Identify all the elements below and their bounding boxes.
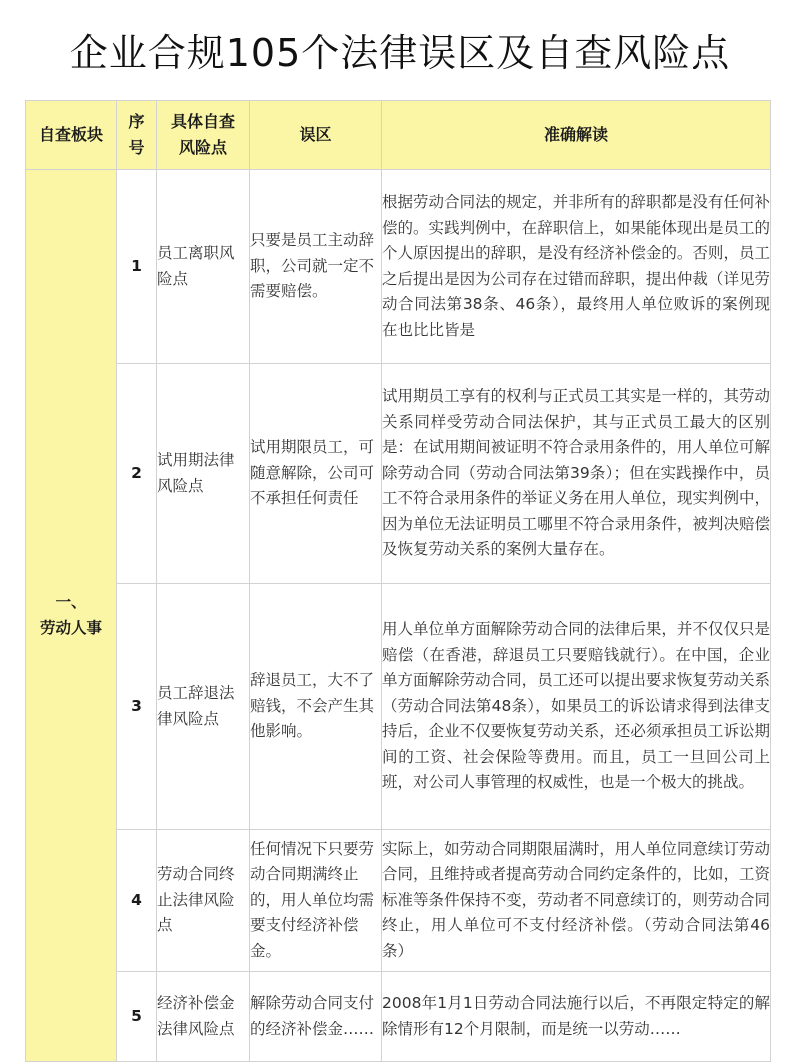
header-section: 自查板块 (26, 101, 117, 170)
explanation-text: 实际上，如劳动合同期限届满时，用人单位同意续订劳动合同，且维持或者提高劳动合同约定条件的，比如，工资标准等条件保持不变，劳动者不同意续订的，则劳动合同终止，用人单位可不支付经济补偿。（劳动合同法第46条） (382, 830, 771, 972)
page-title: 企业合规105个法律误区及自查风险点 (69, 31, 731, 75)
row-number: 4 (117, 830, 157, 972)
explanation-text: 2008年1月1日劳动合同法施行以后，不再限定特定的解除情形有12个月限制，而是统一以劳动…… (382, 972, 771, 1062)
myth-text: 试用期限员工，可随意解除，公司可不承担任何责任 (250, 364, 382, 584)
explanation-text: 试用期员工享有的权利与正式员工其实是一样的，其劳动关系同样受劳动合同法保护，其与正式员工最大的区别是：在试用期间被证明不符合录用条件的，用人单位可解除劳动合同（劳动合同法第39条）；但在实践操作中，员工不符合录用条件的举证义务在用人单位，现实判例中，因为单位无法证明员工哪里不符合录用条件，被判决赔偿及恢复劳动关系的案例大量存在。 (382, 364, 771, 584)
section-label: 一、 劳动人事 (26, 170, 117, 1062)
table-row (26, 584, 771, 830)
header-explanation: 准确解读 (382, 101, 771, 170)
explanation-text: 用人单位单方面解除劳动合同的法律后果，并不仅仅只是赔偿（在香港，辞退员工只要赔钱就行）。在中国，企业单方面解除劳动合同，员工还可以提出要求恢复劳动关系（劳动合同法第48条），如果员工的诉讼请求得到法律支持后，企业不仅要恢复劳动关系，还必须承担员工诉讼期间的工资、社会保险等费用。而且，员工一旦回公司上班，对公司人事管理的权威性，也是一个极大的挑战。 (382, 584, 771, 830)
table-header-row (26, 101, 771, 170)
row-number: 3 (117, 584, 157, 830)
header-risk: 具体自查风险点 (157, 101, 250, 170)
myth-text: 解除劳动合同支付的经济补偿金…… (250, 972, 382, 1062)
myth-text: 任何情况下只要劳动合同期满终止的，用人单位均需要支付经济补偿金。 (250, 830, 382, 972)
risk-point: 试用期法律风险点 (157, 364, 250, 584)
table-row (26, 364, 771, 584)
row-number: 2 (117, 364, 157, 584)
row-number: 5 (117, 972, 157, 1062)
risk-point: 员工离职风险点 (157, 170, 250, 364)
risk-point: 员工辞退法律风险点 (157, 584, 250, 830)
myth-text: 只要是员工主动辞职，公司就一定不需要赔偿。 (250, 170, 382, 364)
header-number: 序号 (117, 101, 157, 170)
header-myth: 误区 (250, 101, 382, 170)
table-row (26, 972, 771, 1062)
risk-point: 劳动合同终止法律风险点 (157, 830, 250, 972)
compliance-table (25, 100, 771, 1062)
table-row (26, 170, 771, 364)
table-row (26, 830, 771, 972)
myth-text: 辞退员工，大不了赔钱，不会产生其他影响。 (250, 584, 382, 830)
risk-point: 经济补偿金法律风险点 (157, 972, 250, 1062)
explanation-text: 根据劳动合同法的规定，并非所有的辞职都是没有任何补偿的。实践判例中，在辞职信上，如果能体现出是员工的个人原因提出的辞职，是没有经济补偿金的。否则，员工之后提出是因为公司存在过错而辞职，提出仲裁（详见劳动合同法第38条、46条），最终用人单位败诉的案例现在也比比皆是 (382, 170, 771, 364)
row-number: 1 (117, 170, 157, 364)
